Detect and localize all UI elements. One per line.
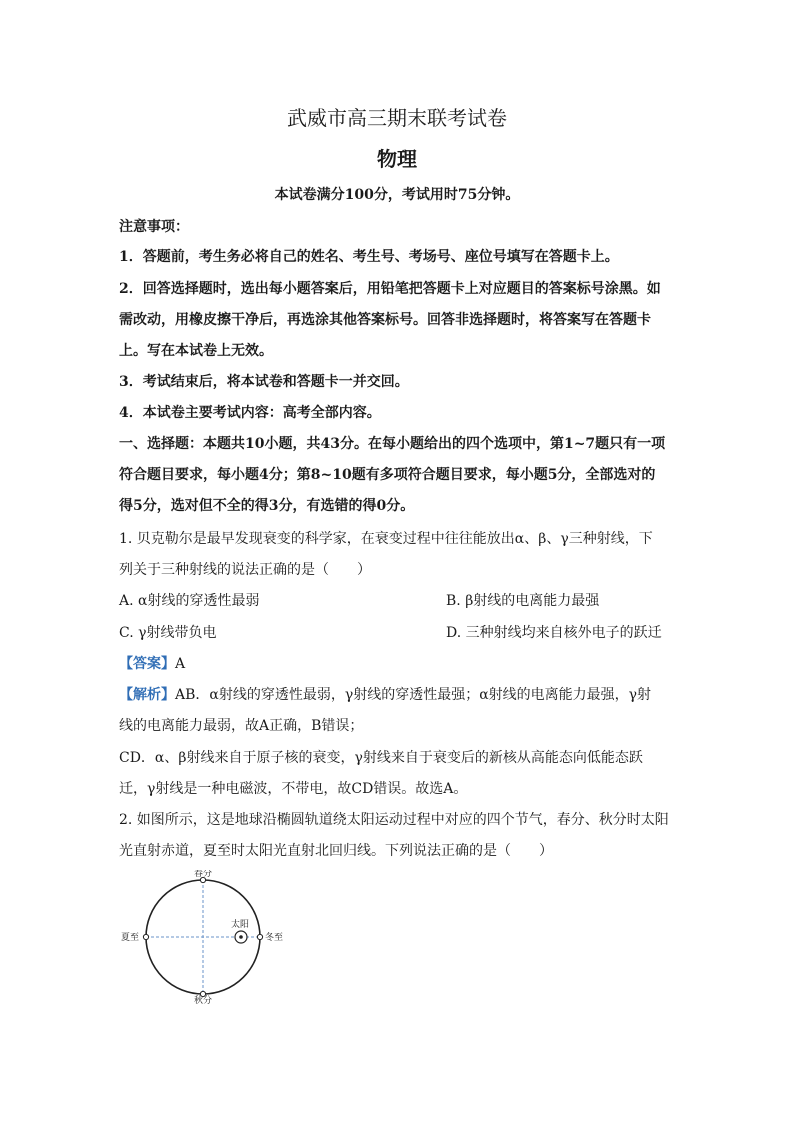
orbit-diagram: [118, 870, 298, 1004]
q1-option-d: D. 三种射线均来自核外电子的跃迁: [446, 625, 662, 641]
q1-option-b: B. β射线的电离能力最强: [446, 593, 600, 609]
q1-option-c: C. γ射线带负电: [119, 625, 217, 641]
analysis-label: 【解析】: [119, 687, 175, 703]
q1-stem-line-1: 1. 贝克勒尔是最早发现衰变的科学家，在衰变过程中往往能放出α、β、γ三种射线，下: [119, 531, 653, 547]
sun-label: 太阳: [230, 920, 250, 930]
note-1: 1．答题前，考生务必将自己的姓名、考生号、考场号、座位号填写在答题卡上。: [119, 249, 619, 265]
answer-value: A: [175, 656, 186, 672]
section-1-line-1: 一、选择题：本题共10小题，共43分。在每小题给出的四个选项中，第1~7题只有一项: [119, 436, 666, 452]
q1-analysis-line-1: [119, 685, 679, 705]
q1-option-a: A. α射线的穿透性最弱: [119, 593, 260, 609]
q2-stem-line-1: 2. 如图所示，这是地球沿椭圆轨道绕太阳运动过程中对应的四个节气，春分、秋分时太阳: [119, 812, 669, 828]
autumn-label: 秋分: [193, 996, 213, 1004]
note-2-line-1: 2．回答选择题时，选出每小题答案后，用铅笔把答题卡上对应题目的答案标号涂黑。如: [119, 281, 661, 297]
q2-stem-line-2: 光直射赤道，夏至时太阳光直射北回归线。下列说法正确的是（ ）: [119, 843, 553, 859]
q1-analysis-line-4: 迁，γ射线是一种电磁波，不带电，故CD错误。故选A。: [119, 781, 468, 797]
note-2-line-3: 上。写在本试卷上无效。: [119, 343, 273, 359]
sun-center: [239, 935, 243, 939]
answer-label: 【答案】: [119, 656, 175, 672]
note-3: 3．考试结束后，将本试卷和答题卡一并交回。: [119, 374, 409, 390]
exam-title: 武威市高三期末联考试卷: [287, 106, 507, 130]
q1-analysis-line-2: 线的电离能力最弱，故A正确，B错误；: [119, 718, 364, 734]
summer-label: 夏至: [121, 933, 140, 943]
section-1-line-3: 得5分，选对但不全的得3分，有选错的得0分。: [119, 498, 415, 514]
spring-label: 春分: [193, 870, 213, 879]
note-2-line-2: 需改动，用橡皮擦干净后，再选涂其他答案标号。回答非选择题时，将答案写在答题卡: [119, 312, 651, 328]
q1-answer-line: [119, 654, 679, 674]
subject-title: 物理: [377, 147, 417, 171]
note-4: 4．本试卷主要考试内容：高考全部内容。: [119, 405, 381, 421]
winter-point: [257, 934, 262, 939]
notes-heading: 注意事项：: [119, 219, 189, 235]
winter-label: 冬至: [265, 933, 284, 943]
summer-point: [143, 934, 148, 939]
q1-analysis-line-3: CD．α、β射线来自于原子核的衰变，γ射线来自于衰变后的新核从高能态向低能态跃: [119, 750, 643, 766]
exam-info: 本试卷满分100分，考试用时75分钟。: [274, 187, 520, 203]
analysis-text-1: AB．α射线的穿透性最弱，γ射线的穿透性最强；α射线的电离能力最强，γ射: [175, 687, 652, 703]
section-1-line-2: 符合题目要求，每小题4分；第8~10题有多项符合题目要求，每小题5分，全部选对的: [119, 467, 656, 483]
q1-stem-line-2: 列关于三种射线的说法正确的是（ ）: [119, 562, 371, 578]
